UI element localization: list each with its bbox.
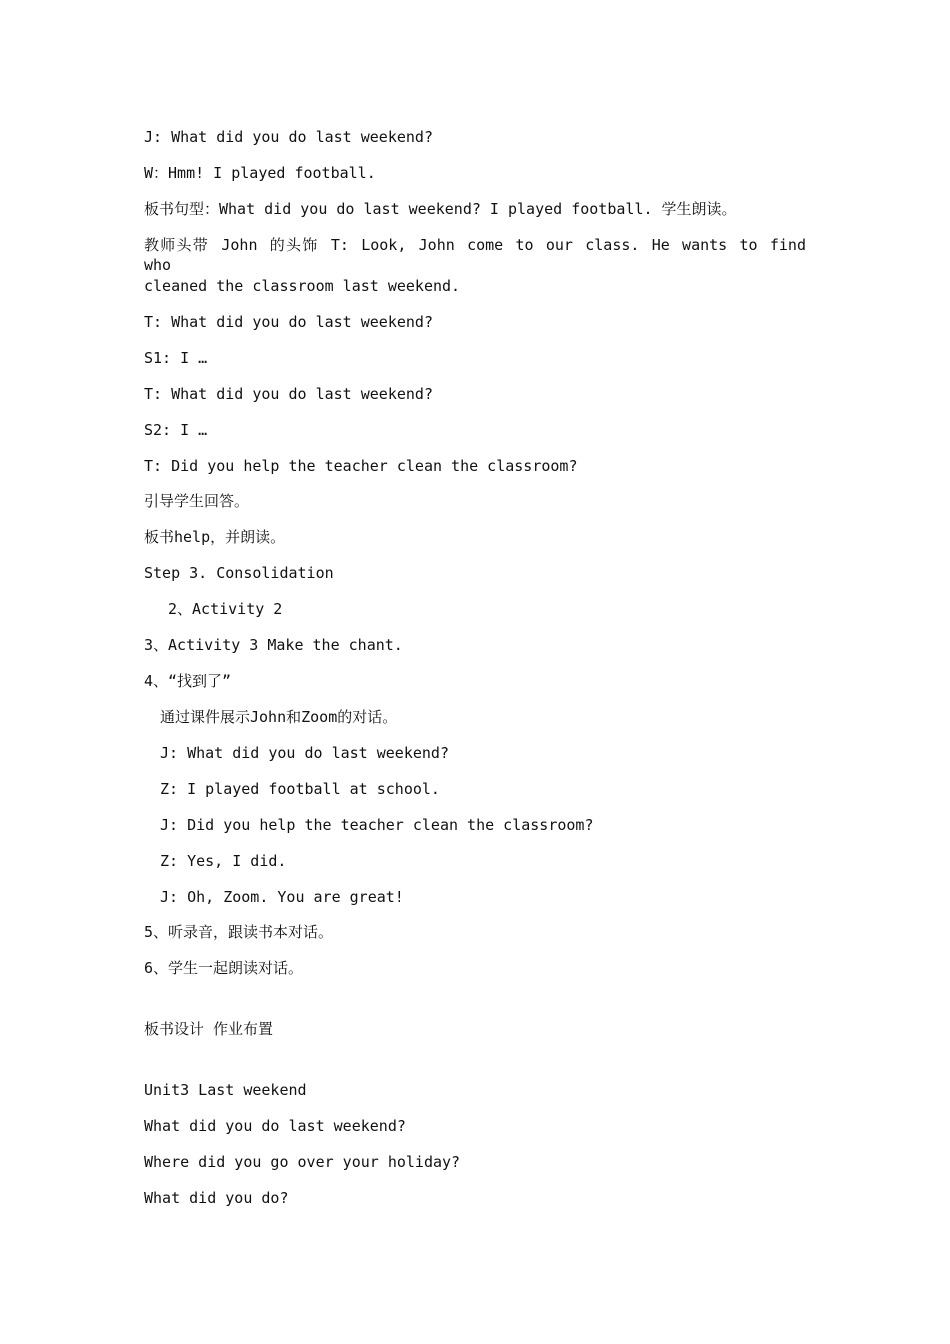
unit-title-line: Unit3 Last weekend [144, 1081, 307, 1099]
student-2-answer-line: S2: I … [144, 421, 208, 439]
teacher-question-line-1: T: What did you do last weekend? [144, 313, 433, 331]
teacher-question-line-2: T: What did you do last weekend? [144, 385, 433, 403]
blackboard-sentence-line: 板书句型：What did you do last weekend? I played football. 学生朗读。 [144, 200, 737, 218]
student-1-answer-line: S1: I … [144, 349, 208, 367]
step-3-heading: Step 3. Consolidation [144, 564, 334, 582]
dialogue-z-yes: Z: Yes, I did. [160, 852, 287, 870]
dialogue-j-help-question: J: Did you help the teacher clean the classroom? [160, 816, 594, 834]
board-design-homework-heading: 板书设计 作业布置 [144, 1020, 274, 1038]
read-together-line: 6、学生一起朗读对话。 [144, 959, 304, 977]
dialogue-j-praise: J: Oh, Zoom. You are great! [160, 888, 404, 906]
dialogue-z-answer: Z: I played football at school. [160, 780, 440, 798]
dialogue-j-question: J: What did you do last weekend? [160, 744, 449, 762]
dialogue-line-j-question: J: What did you do last weekend? [144, 128, 433, 146]
guide-students-answer-line: 引导学生回答。 [144, 492, 250, 510]
blackboard-help-line: 板书help，并朗读。 [144, 528, 286, 546]
activity-2-line: 2、Activity 2 [168, 600, 283, 618]
courseware-dialogue-intro: 通过课件展示John和Zoom的对话。 [160, 708, 398, 726]
teacher-instruction-continuation: cleaned the classroom last weekend. [144, 277, 461, 295]
listen-recording-line: 5、听录音，跟读书本对话。 [144, 923, 334, 941]
teacher-instruction-line: 教师头带 John 的头饰 T: Look, John come to our class. He wants to find who [144, 236, 806, 274]
activity-3-line: 3、Activity 3 Make the chant. [144, 636, 403, 654]
dialogue-line-w-answer: W：Hmm! I played football. [144, 164, 376, 182]
board-question-1: What did you do last weekend? [144, 1117, 406, 1135]
teacher-help-question-line: T: Did you help the teacher clean the classroom? [144, 457, 578, 475]
activity-4-heading: 4、“找到了” [144, 672, 232, 690]
board-question-3: What did you do? [144, 1189, 289, 1207]
board-question-2: Where did you go over your holiday? [144, 1153, 461, 1171]
